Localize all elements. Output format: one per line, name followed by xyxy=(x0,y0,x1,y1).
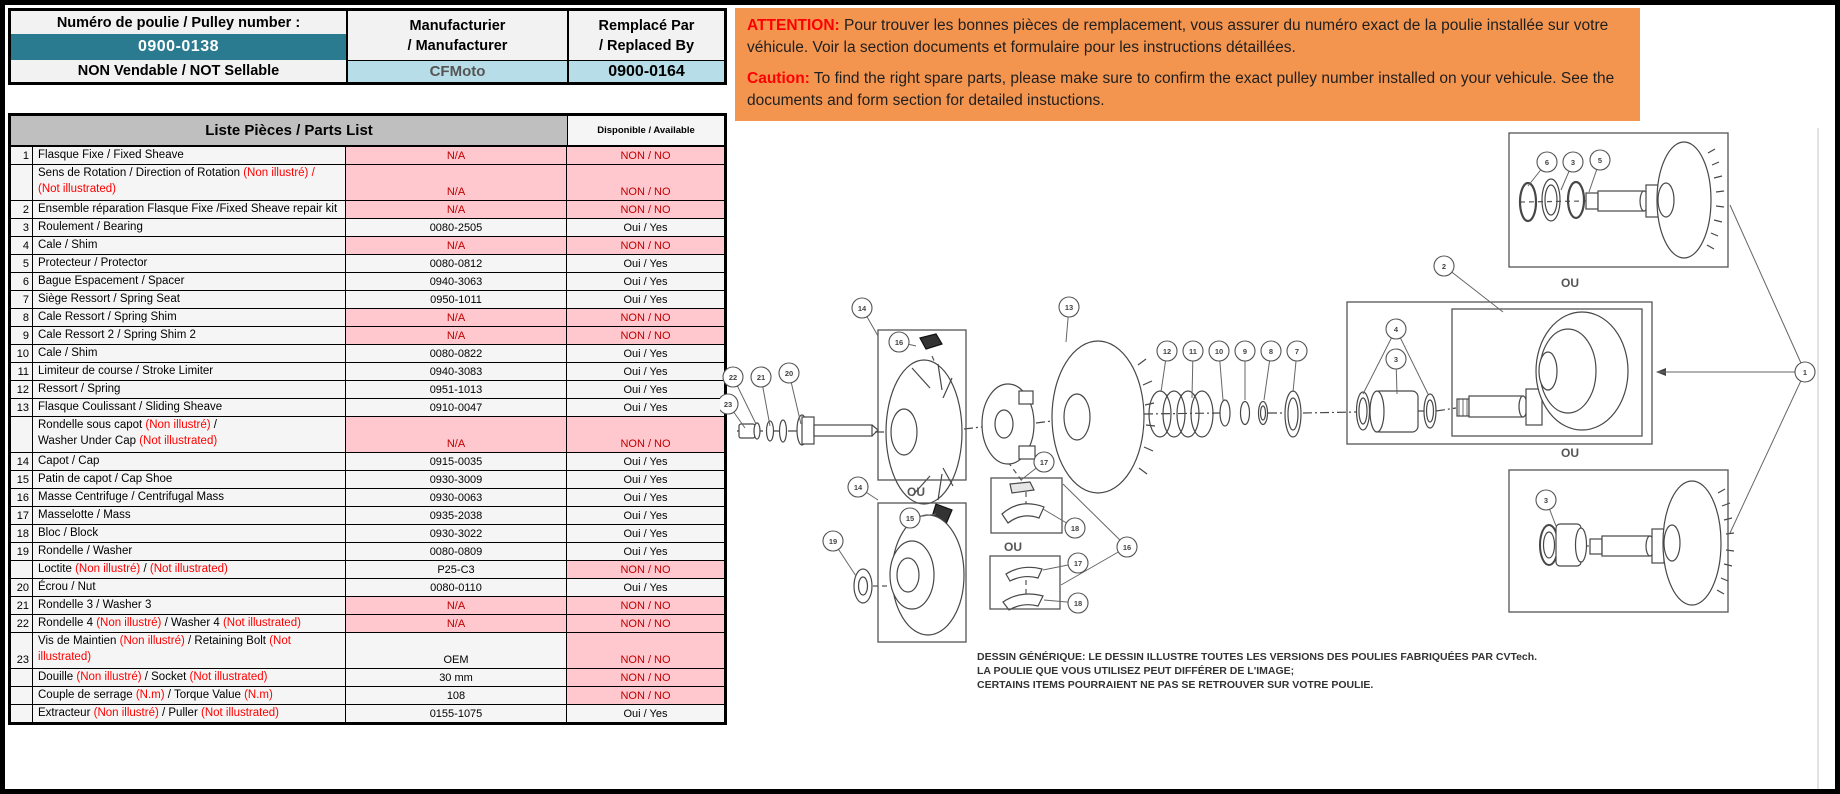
availability: Oui / Yes xyxy=(623,708,668,720)
part-description: Protecteur / Protector xyxy=(33,255,346,272)
part-description: Cale / Shim xyxy=(33,237,346,254)
table-row xyxy=(11,290,724,308)
parts-list-header xyxy=(11,116,724,147)
item-number: 16 xyxy=(11,489,33,506)
callout-number: 12 xyxy=(1162,346,1172,356)
callout-number: 13 xyxy=(1064,302,1074,312)
item-number: 23 xyxy=(11,633,33,668)
item-number xyxy=(11,417,33,452)
table-row xyxy=(11,218,724,236)
part-description: Capot / Cap xyxy=(33,453,346,470)
pulley-header-table xyxy=(8,8,727,85)
item-number: 21 xyxy=(11,597,33,614)
item-number: 22 xyxy=(11,615,33,632)
item-number: 13 xyxy=(11,399,33,416)
part-number: 0930-3022 xyxy=(346,525,567,542)
part-number: N/A xyxy=(346,327,567,344)
item-number: 9 xyxy=(11,327,33,344)
parts-rows xyxy=(11,147,724,722)
part-number: N/A xyxy=(346,147,567,164)
pulley-number-value: 0900-0138 xyxy=(11,34,346,60)
part-number: 0940-3063 xyxy=(346,273,567,290)
table-row xyxy=(11,614,724,632)
part-number: 0930-3009 xyxy=(346,471,567,488)
part-description: Cale / Shim xyxy=(33,345,346,362)
part-description: Bague Espacement / Spacer xyxy=(33,273,346,290)
part-description: Patin de capot / Cap Shoe xyxy=(33,471,346,488)
availability: Oui / Yes xyxy=(623,492,668,504)
callout-number: 10 xyxy=(1214,346,1224,356)
availability: NON / NO xyxy=(567,165,724,200)
item-number xyxy=(11,687,33,704)
availability: NON / NO xyxy=(567,417,724,452)
availability: NON / NO xyxy=(567,669,724,686)
part-description: Flasque Fixe / Fixed Sheave xyxy=(33,147,346,164)
table-row xyxy=(11,704,724,722)
part-description: Limiteur de course / Stroke Limiter xyxy=(33,363,346,380)
item-number: 12 xyxy=(11,381,33,398)
availability: NON / NO xyxy=(567,633,724,668)
availability: Oui / Yes xyxy=(623,366,668,378)
item-number: 17 xyxy=(11,507,33,524)
availability: NON / NO xyxy=(567,237,724,254)
callout-number: 19 xyxy=(828,536,838,546)
part-number: 0940-3083 xyxy=(346,363,567,380)
part-description: Couple de serrage (N.m) / Torque Value (N.m) xyxy=(33,687,346,704)
part-description: Siège Ressort / Spring Seat xyxy=(33,291,346,308)
part-number: N/A xyxy=(346,309,567,326)
part-description: Sens de Rotation / Direction of Rotation (Non illustré) / (Not illustrated) xyxy=(33,165,346,200)
or-label: OU xyxy=(1561,446,1579,460)
availability: Oui / Yes xyxy=(623,546,668,558)
callout-number: 16 xyxy=(1122,542,1132,552)
availability: NON / NO xyxy=(567,687,724,704)
availability: Oui / Yes xyxy=(623,276,668,288)
part-number: N/A xyxy=(346,597,567,614)
part-description: Cale Ressort 2 / Spring Shim 2 xyxy=(33,327,346,344)
diagram-parts xyxy=(737,142,1734,635)
table-row xyxy=(11,524,724,542)
part-number: 0910-0047 xyxy=(346,399,567,416)
callout-number: 16 xyxy=(894,337,904,347)
table-row xyxy=(11,470,724,488)
or-label: OU xyxy=(1004,540,1022,554)
callout-number: 18 xyxy=(1073,598,1083,608)
callout-number: 5 xyxy=(1597,155,1603,165)
callout-number: 22 xyxy=(728,372,738,382)
callout-number: 2 xyxy=(1441,261,1447,271)
attention-box xyxy=(735,8,1640,121)
callout-number: 17 xyxy=(1039,457,1049,467)
availability: NON / NO xyxy=(567,147,724,164)
item-number: 3 xyxy=(11,219,33,236)
attention-label-fr: ATTENTION: xyxy=(747,17,840,34)
availability: Oui / Yes xyxy=(623,384,668,396)
part-description: Rondelle / Washer xyxy=(33,543,346,560)
part-description: Masselotte / Mass xyxy=(33,507,346,524)
part-number: 0080-0809 xyxy=(346,543,567,560)
table-row xyxy=(11,398,724,416)
table-row xyxy=(11,147,724,164)
availability: NON / NO xyxy=(567,597,724,614)
part-description: Extracteur (Non illustré) / Puller (Not illustrated) xyxy=(33,705,346,722)
callout-number: 20 xyxy=(784,368,794,378)
pulley-number-label: Numéro de poulie / Pulley number : xyxy=(56,14,301,31)
part-number: 108 xyxy=(346,687,567,704)
table-row xyxy=(11,560,724,578)
table-row xyxy=(11,344,724,362)
attention-text-en: Caution: To find the right spare parts, please make sure to confirm the exact pulley number installed on your vehicule. See the documents and form section for detailed instuctions. xyxy=(747,70,1615,109)
manufacturer-value: CFMoto xyxy=(346,60,567,82)
sellable-status: NON Vendable / NOT Sellable xyxy=(77,63,280,79)
item-number: 14 xyxy=(11,453,33,470)
availability: Oui / Yes xyxy=(623,510,668,522)
table-row xyxy=(11,362,724,380)
part-number: N/A xyxy=(346,237,567,254)
callout-number: 4 xyxy=(1393,324,1399,334)
table-row xyxy=(11,326,724,344)
part-description: Cale Ressort / Spring Shim xyxy=(33,309,346,326)
manufacturer-label: Manufacturier / Manufacturer xyxy=(346,11,567,60)
callout-number: 9 xyxy=(1242,346,1248,356)
part-number: N/A xyxy=(346,201,567,218)
part-description: Ensemble réparation Flasque Fixe /Fixed Sheave repair kit xyxy=(33,201,346,218)
table-row xyxy=(11,506,724,524)
item-number xyxy=(11,705,33,722)
table-row xyxy=(11,416,724,452)
parts-list-title: Liste Pièces / Parts List xyxy=(11,116,567,145)
availability: NON / NO xyxy=(567,561,724,578)
table-row xyxy=(11,578,724,596)
part-description: Roulement / Bearing xyxy=(33,219,346,236)
table-row xyxy=(11,254,724,272)
item-number: 19 xyxy=(11,543,33,560)
item-number: 6 xyxy=(11,273,33,290)
part-number: 30 mm xyxy=(346,669,567,686)
or-label: OU xyxy=(1561,276,1579,290)
table-row xyxy=(11,236,724,254)
availability: NON / NO xyxy=(567,309,724,326)
callout-number: 17 xyxy=(1073,558,1083,568)
item-number: 20 xyxy=(11,579,33,596)
availability: Oui / Yes xyxy=(623,582,668,594)
callout-leader-line xyxy=(1730,372,1805,533)
replaced-by-label: Remplacé Par / Replaced By xyxy=(567,11,724,60)
item-number: 7 xyxy=(11,291,33,308)
table-row xyxy=(11,596,724,614)
callout-number: 11 xyxy=(1189,346,1197,356)
part-number: 0935-2038 xyxy=(346,507,567,524)
item-number xyxy=(11,669,33,686)
callout-number: 14 xyxy=(857,303,867,313)
table-row xyxy=(11,272,724,290)
part-number: 0155-1075 xyxy=(346,705,567,722)
part-description: Vis de Maintien (Non illustré) / Retaining Bolt (Not illustrated) xyxy=(33,633,346,668)
callout-leader-line xyxy=(1444,266,1503,312)
availability: Oui / Yes xyxy=(623,222,668,234)
callout-number: 21 xyxy=(756,372,766,382)
table-row xyxy=(11,308,724,326)
part-description: Loctite (Non illustré) / (Not illustrated) xyxy=(33,561,346,578)
item-number xyxy=(11,561,33,578)
diagram-footnote-line: LA POULIE QUE VOUS UTILISEZ PEUT DIFFÉRER DE L'IMAGE; xyxy=(977,665,1295,677)
part-number: OEM xyxy=(346,633,567,668)
callout-number: 8 xyxy=(1268,346,1274,356)
table-row xyxy=(11,452,724,470)
part-number: 0950-1011 xyxy=(346,291,567,308)
callout-number: 3 xyxy=(1393,354,1399,364)
part-number: 0080-0110 xyxy=(346,579,567,596)
availability: Oui / Yes xyxy=(623,456,668,468)
part-description: Rondelle 4 (Non illustré) / Washer 4 (Not illustrated) xyxy=(33,615,346,632)
part-description: Flasque Coulissant / Sliding Sheave xyxy=(33,399,346,416)
availability: Oui / Yes xyxy=(623,474,668,486)
exploded-diagram xyxy=(720,120,1840,794)
diagram-footnote-line: CERTAINS ITEMS POURRAIENT NE PAS SE RETROUVER SUR VOTRE POULIE. xyxy=(977,679,1374,691)
table-row xyxy=(11,488,724,506)
part-description: Masse Centrifuge / Centrifugal Mass xyxy=(33,489,346,506)
callout-number: 18 xyxy=(1070,523,1080,533)
replaced-by-value: 0900-0164 xyxy=(567,60,724,82)
table-row xyxy=(11,686,724,704)
part-number: 0915-0035 xyxy=(346,453,567,470)
diagram-footnote-line: DESSIN GÉNÉRIQUE: LE DESSIN ILLUSTRE TOUTES LES VERSIONS DES POULIES FABRIQUÉES PAR CVTech. xyxy=(977,651,1538,663)
item-number: 2 xyxy=(11,201,33,218)
part-number: N/A xyxy=(346,165,567,200)
part-description: Bloc / Block xyxy=(33,525,346,542)
item-number: 15 xyxy=(11,471,33,488)
part-number: 0080-0812 xyxy=(346,255,567,272)
callout-number: 3 xyxy=(1543,495,1549,505)
table-row xyxy=(11,200,724,218)
item-number: 5 xyxy=(11,255,33,272)
part-number: P25-C3 xyxy=(346,561,567,578)
part-description: Rondelle 3 / Washer 3 xyxy=(33,597,346,614)
callout-number: 1 xyxy=(1802,367,1808,377)
part-number: 0951-1013 xyxy=(346,381,567,398)
availability: Oui / Yes xyxy=(623,528,668,540)
availability: NON / NO xyxy=(567,201,724,218)
availability: Oui / Yes xyxy=(623,294,668,306)
availability: Oui / Yes xyxy=(623,348,668,360)
item-number: 1 xyxy=(11,147,33,164)
item-number: 4 xyxy=(11,237,33,254)
callout-number: 7 xyxy=(1294,346,1300,356)
part-description: Écrou / Nut xyxy=(33,579,346,596)
available-column-header: Disponible / Available xyxy=(567,116,724,145)
table-row xyxy=(11,380,724,398)
item-number: 8 xyxy=(11,309,33,326)
part-number: 0080-0822 xyxy=(346,345,567,362)
attention-text-fr: ATTENTION: Pour trouver les bonnes pièces de remplacement, vous assurer du numéro exact de la poulie installée sur votre véhicule. Voir la section documents et formulaire pour les instructions détaillées. xyxy=(747,17,1609,56)
callout-number: 3 xyxy=(1570,157,1576,167)
callout-number: 15 xyxy=(905,513,915,523)
or-label: OU xyxy=(907,485,925,499)
table-row xyxy=(11,542,724,560)
parts-list-table xyxy=(8,113,727,725)
part-description: Rondelle sous capot (Non illustré) / Washer Under Cap (Not illustrated) xyxy=(33,417,346,452)
availability: Oui / Yes xyxy=(623,402,668,414)
part-description: Ressort / Spring xyxy=(33,381,346,398)
table-row xyxy=(11,164,724,200)
part-number: 0930-0063 xyxy=(346,489,567,506)
availability: NON / NO xyxy=(567,615,724,632)
part-number: 0080-2505 xyxy=(346,219,567,236)
item-number: 18 xyxy=(11,525,33,542)
callout-number: 23 xyxy=(723,399,733,409)
part-number: N/A xyxy=(346,417,567,452)
item-number xyxy=(11,165,33,200)
availability: NON / NO xyxy=(567,327,724,344)
callout-leader-line xyxy=(1730,205,1805,372)
callout-number: 14 xyxy=(853,482,863,492)
availability: Oui / Yes xyxy=(623,258,668,270)
item-number: 11 xyxy=(11,363,33,380)
table-row xyxy=(11,668,724,686)
part-description: Douille (Non illustré) / Socket (Not illustrated) xyxy=(33,669,346,686)
callout-number: 6 xyxy=(1544,157,1550,167)
item-number: 10 xyxy=(11,345,33,362)
caution-label-en: Caution: xyxy=(747,70,810,87)
part-number: N/A xyxy=(346,615,567,632)
table-row xyxy=(11,632,724,668)
